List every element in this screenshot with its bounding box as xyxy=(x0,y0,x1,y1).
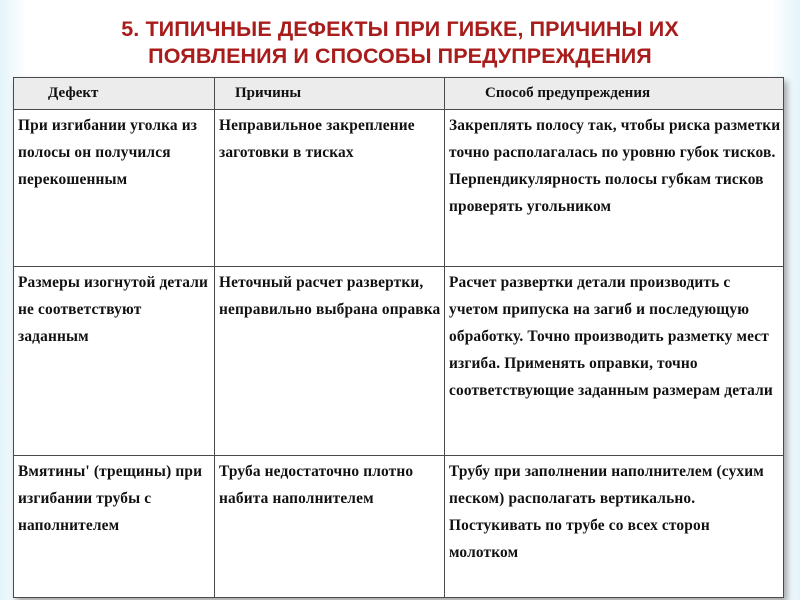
cell-prevention: Трубу при заполнении наполнителем (сухим песком) располагать вертикально. Постукивать по трубе со всех сторон молотком xyxy=(445,456,784,598)
table-header-row xyxy=(14,78,784,110)
cell-prevention: Расчет развертки детали производить с учетом припуска на загиб и последующую обработку. Точно производить разметку мест изгиба. Применять оправки, точно соответствующие заданным размерам детали xyxy=(445,267,784,456)
header-prevention: Способ предупреждения xyxy=(445,78,784,110)
table-row xyxy=(14,110,784,267)
table-row xyxy=(14,267,784,456)
cell-cause: Неточный расчет развертки, неправильно выбрана оправка xyxy=(215,267,445,456)
title-line-1: 5. ТИПИЧНЫЕ ДЕФЕКТЫ ПРИ ГИБКЕ, ПРИЧИНЫ ИХ xyxy=(121,17,679,41)
defects-table xyxy=(13,77,784,598)
slide-title xyxy=(40,16,760,70)
title-line-2: ПОЯВЛЕНИЯ И СПОСОБЫ ПРЕДУПРЕЖДЕНИЯ xyxy=(148,44,652,68)
cell-cause: Труба недостаточно плотно набита наполнителем xyxy=(215,456,445,598)
cell-defect: Вмятины' (трещины) при изгибании трубы с наполнителем xyxy=(14,456,215,598)
header-causes: Причины xyxy=(215,78,445,110)
cell-cause: Неправильное закрепление заготовки в тисках xyxy=(215,110,445,267)
table-row xyxy=(14,456,784,598)
cell-defect: Размеры изогнутой детали не соответствуют заданным xyxy=(14,267,215,456)
header-defect: Дефект xyxy=(14,78,215,110)
cell-prevention: Закреплять полосу так, чтобы риска разметки точно располагалась по уровню губок тисков. Перпендикулярность полосы губкам тисков проверять угольником xyxy=(445,110,784,267)
cell-defect: При изгибании уголка из полосы он получился перекошенным xyxy=(14,110,215,267)
